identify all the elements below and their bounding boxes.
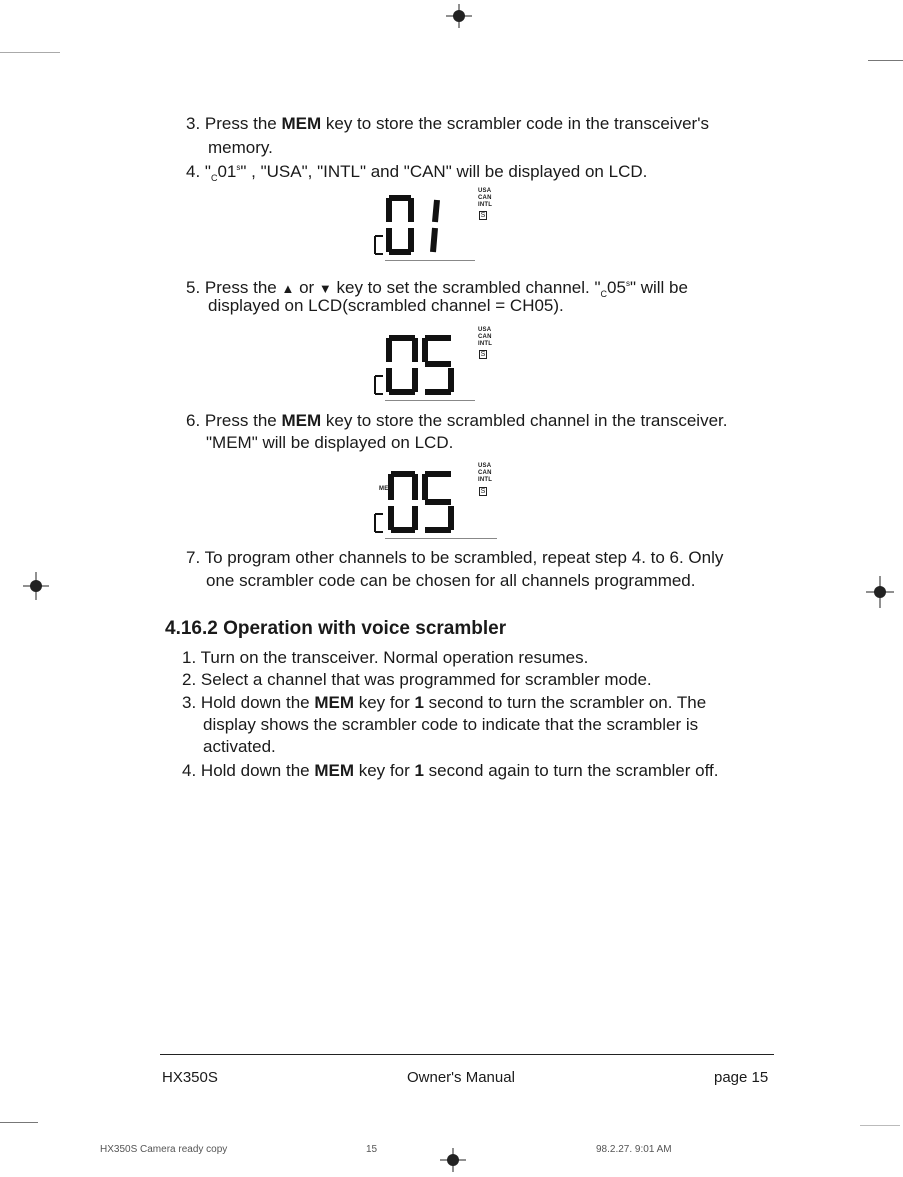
step-3b [182,692,706,714]
code-subscript: C [600,289,608,299]
step-text: To program other channels to be scrambled, repeat step 4. to 6. Only [204,548,724,567]
lcd-tag-intl: INTL [478,477,493,483]
print-line-left: HX350S Camera ready copy [100,1144,228,1155]
step-text: key to set the scrambled channel. " [331,278,601,297]
registration-mark-top [446,4,472,33]
registration-mark-right [866,576,894,613]
crop-mark-bottom-left [0,1122,38,1123]
step-text: Press the [204,411,282,430]
step-text: Hold down the [200,761,315,780]
lcd-tag-can: CAN [478,334,492,340]
lcd-underline [385,260,475,261]
step-text: Hold down the [200,693,315,712]
step-number: 4. [186,162,201,181]
lcd-scrambler-box: S [480,351,486,358]
step-number: 2. [182,670,197,689]
duration-value: 1 [414,761,424,780]
quote: " [204,162,211,181]
step-4b [182,760,718,782]
step-number: 4. [182,761,197,780]
down-arrow-icon: ▼ [318,281,332,296]
step-number: 3. [182,693,197,712]
registration-mark-left [23,572,49,605]
step-number: 3. [186,114,201,133]
lcd-tag-can: CAN [478,470,492,476]
step-1b [182,647,588,669]
section-heading: 4.16.2 Operation with voice scrambler [165,618,507,639]
up-arrow-icon: ▲ [281,281,295,296]
lcd-tag-mem: MEM [379,486,394,492]
step-6a [186,410,727,432]
lcd-tag-usa: USA [478,463,492,469]
footer-model: HX350S [162,1069,218,1086]
step-2b [182,669,652,691]
step-3a [186,113,709,135]
code-main: 05 [607,278,626,297]
lcd-scrambler-box: S [480,488,486,495]
step-text: key for [354,693,415,712]
code-main: 01 [217,162,237,181]
step-5a-cont: displayed on LCD(scrambled channel = CH05). [208,296,564,315]
step-7a [186,547,723,569]
lcd-scrambler-box: S [480,212,486,219]
crop-mark-top-right [868,60,903,61]
code-superscript: s [625,279,630,288]
step-text: key to store the scrambler code in the transceiver's [321,114,709,133]
step-3b-cont1: display shows the scrambler code to indicate that the scrambler is [203,715,699,734]
step-text: Press the [204,278,282,297]
lcd-tag-intl: INTL [478,341,493,347]
crop-mark-top-left [0,52,60,53]
lcd-display-mem-05 [365,462,515,538]
lcd-digits [365,462,515,538]
step-number: 6. [186,411,201,430]
step-text: key to store the scrambled channel in the transceiver. [321,411,728,430]
print-line-center: 15 [366,1144,378,1155]
lcd-underline [385,538,497,539]
step-number: 1. [182,648,197,667]
step-text: Press the [204,114,282,133]
step-text: " will be [629,278,688,297]
mem-key-label: MEM [314,761,354,780]
print-line-right: 98.2.27. 9:01 AM [596,1144,672,1155]
step-text: " , "USA", "INTL" and "CAN" will be displayed on LCD. [240,162,648,181]
step-3a-cont: memory. [208,138,273,157]
step-3b-cont2: activated. [203,737,276,756]
step-text: Select a channel that was programmed for scrambler mode. [200,670,652,689]
footer-manual: Owner's Manual [407,1069,515,1086]
lcd-tag-intl: INTL [478,202,493,208]
lcd-display-05 [365,326,515,400]
step-text: key for [354,761,415,780]
lcd-tag-can: CAN [478,195,492,201]
code-superscript: s [236,163,241,172]
step-7a-cont: one scrambler code can be chosen for all channels programmed. [206,571,696,590]
mem-key-label: MEM [281,411,322,430]
mem-key-label: MEM [314,693,354,712]
lcd-display-01 [365,188,515,260]
lcd-digits [365,326,515,400]
step-6a-cont: "MEM" will be displayed on LCD. [206,433,454,452]
lcd-tag-usa: USA [478,188,492,194]
code-subscript: C [210,173,218,183]
crop-mark-bottom-right [860,1125,900,1126]
step-number: 5. [186,278,201,297]
lcd-tag-usa: USA [478,327,492,333]
footer-rule [160,1054,774,1055]
step-number: 7. [186,548,201,567]
step-text: second again to turn the scrambler off. [423,761,719,780]
mem-key-label: MEM [281,114,322,133]
footer-page: page 15 [714,1069,769,1086]
step-text: or [294,278,319,297]
step-text: Turn on the transceiver. Normal operation resumes. [200,648,589,667]
duration-value: 1 [414,693,424,712]
step-text: second to turn the scrambler on. The [423,693,707,712]
lcd-underline [385,400,475,401]
step-4a [186,157,647,189]
lcd-digits [365,188,515,260]
